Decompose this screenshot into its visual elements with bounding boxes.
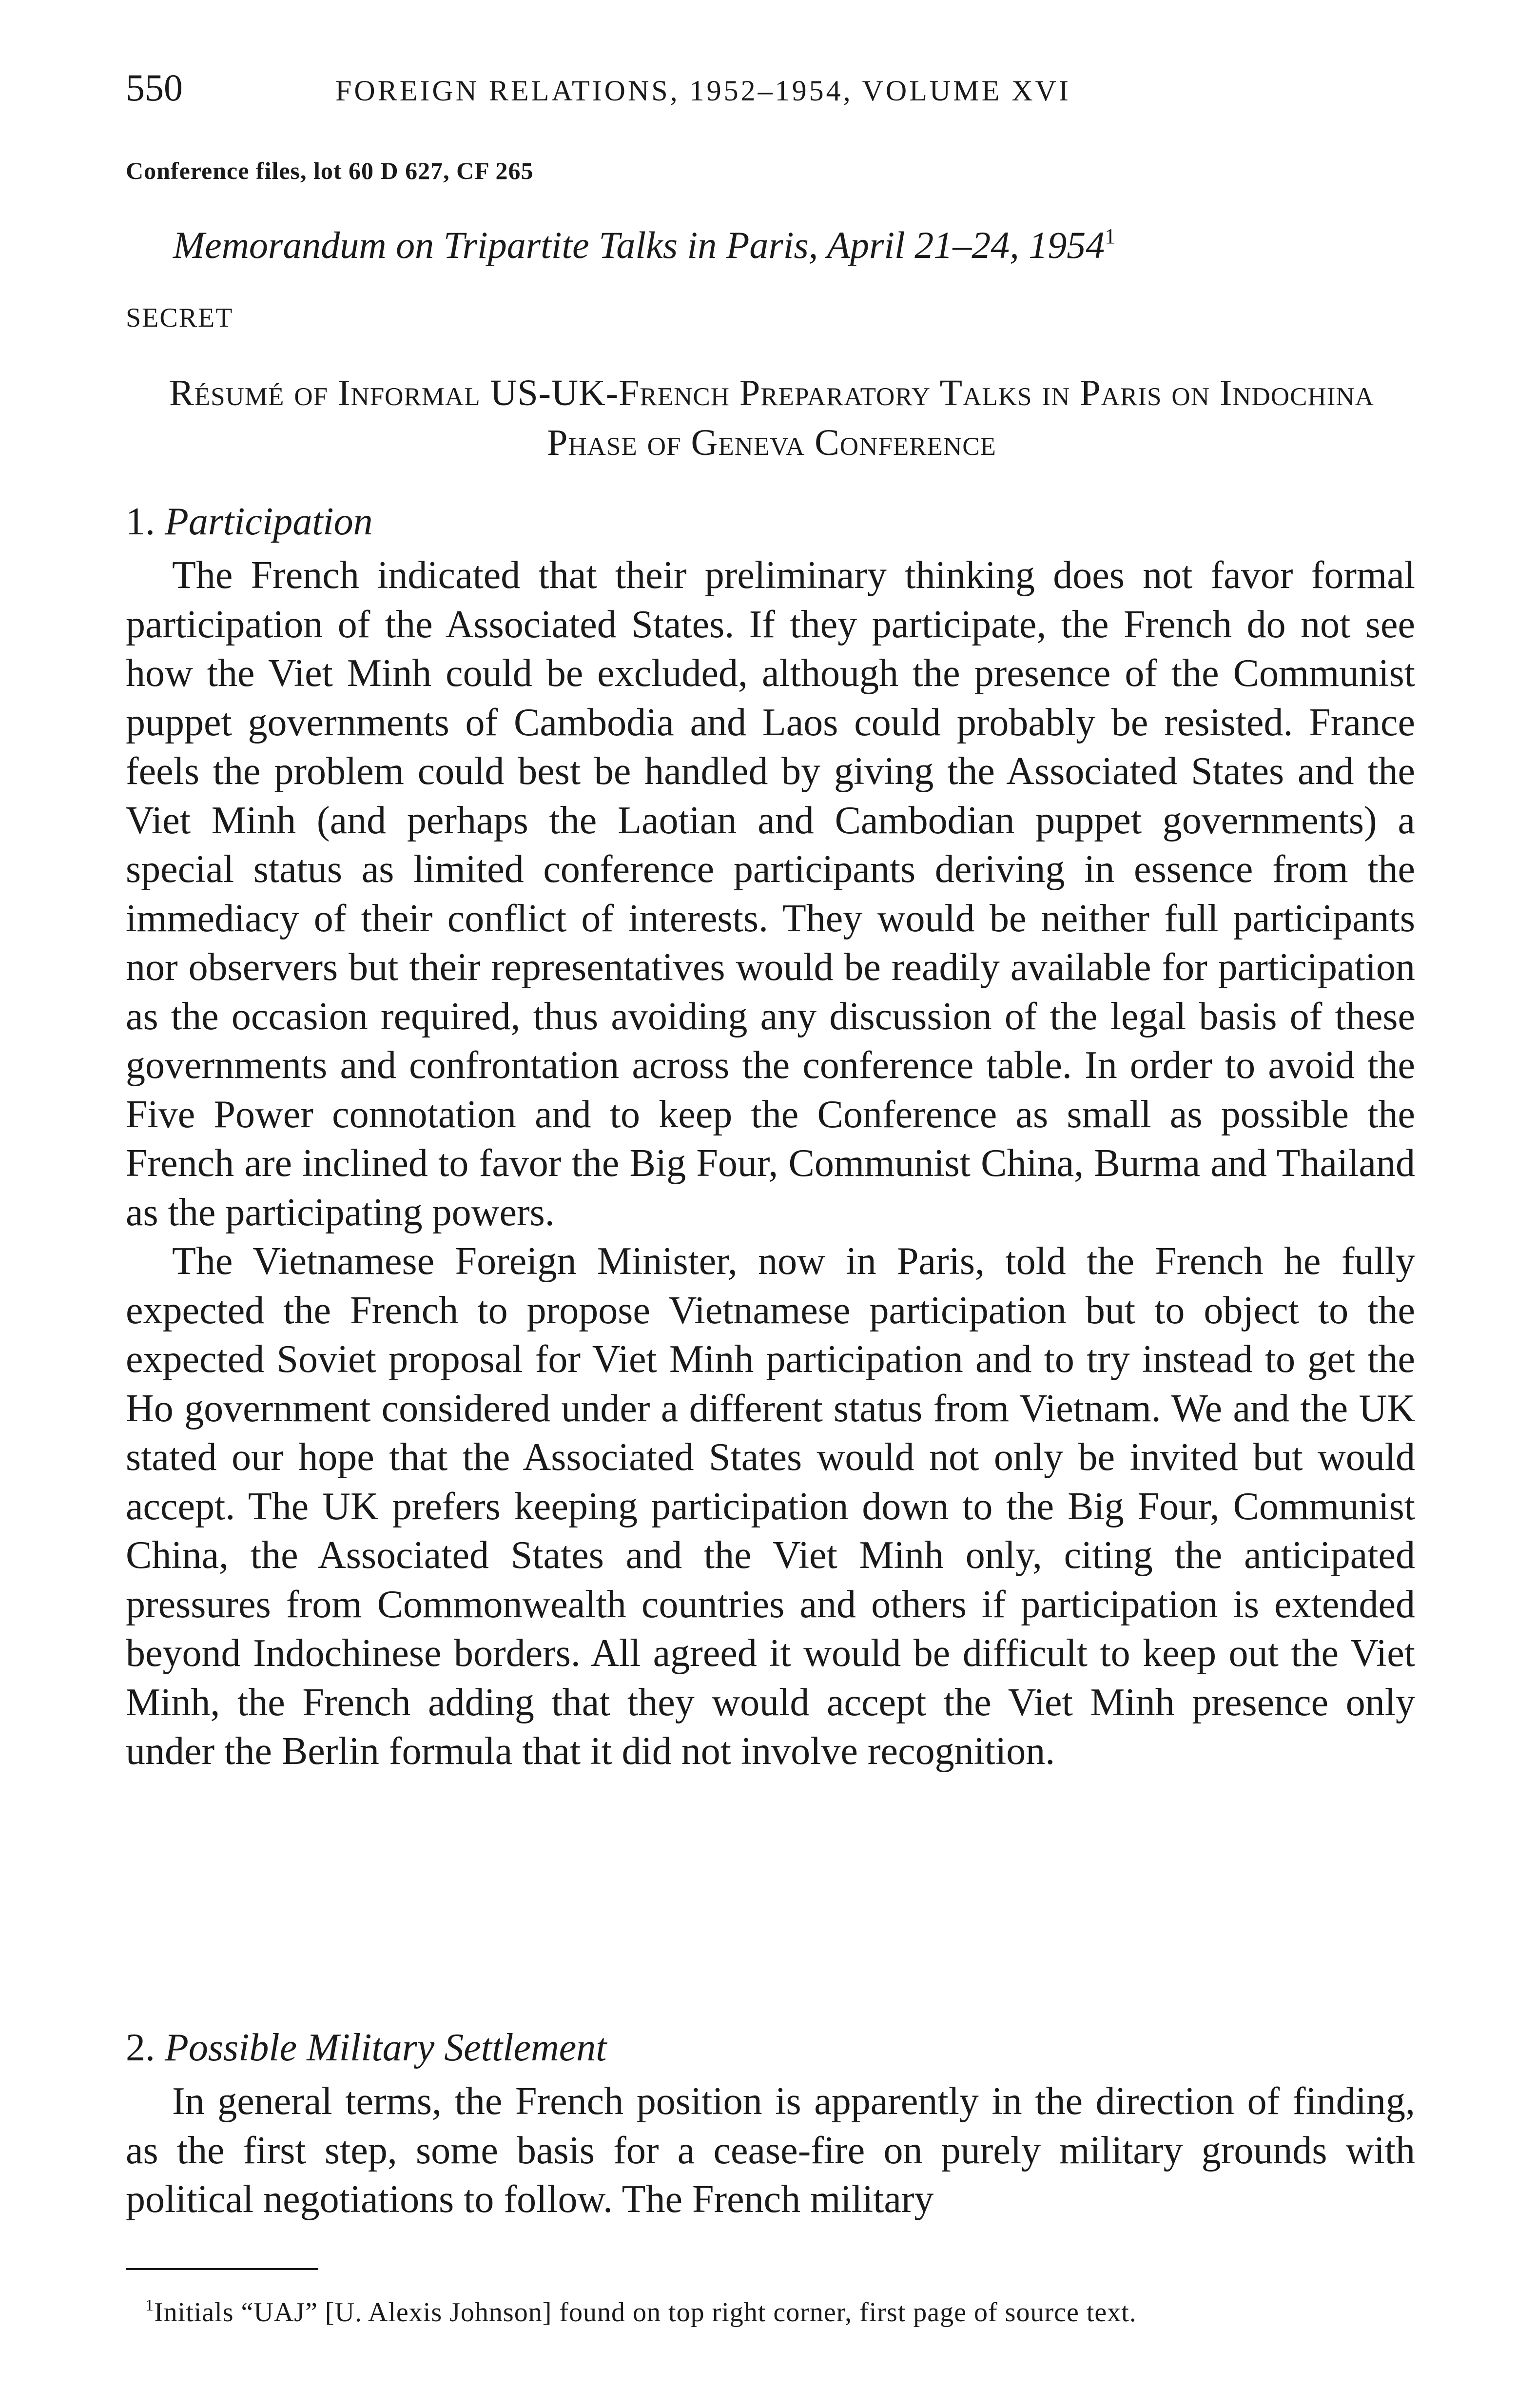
footnote-divider	[126, 2268, 318, 2270]
journal-title: FOREIGN RELATIONS, 1952–1954, VOLUME XVI	[335, 75, 1071, 107]
section-title: Participation	[165, 500, 373, 543]
running-head	[126, 66, 1418, 113]
paragraph: In general terms, the French position is apparently in the direction of finding, as the first step, some basis for a cease-fire on purely military grounds with political negotiations to follow. The French military	[126, 2080, 1415, 2221]
footnote-text: Initials “UAJ” [U. Alexis Johnson] found on top right corner, first page of source text.	[154, 2297, 1137, 2328]
section-body-participation	[126, 551, 1415, 1776]
paragraph: The Vietnamese Foreign Minister, now in Paris, told the French he fully expected the French to propose Vietnamese participation but to object to the expected Soviet proposal for Viet Minh participation and to try instead to get the Ho government considered under a different status from Vietnam. We and the UK stated our hope that the Associated States would not only be invited but would accept. The UK prefers keeping participation down to the Big Four, Communist China, the Associated States and the Viet Minh only, citing the anticipated pressures from Commonwealth countries and others if participation is extended beyond Indochinese borders. All agreed it would be difficult to keep out the Viet Minh, the French adding that they would accept the Viet Minh presence only under the Berlin formula that it did not involve recognition.	[126, 1240, 1415, 1773]
section-title: Possible Military Settlement	[165, 2026, 607, 2069]
footnote	[126, 2287, 1415, 2331]
section-number: 1.	[126, 500, 155, 543]
section-number: 2.	[126, 2026, 155, 2069]
paragraph: The French indicated that their preliminary thinking does not favor formal participation of the Associated States. If they participate, the French do not see how the Viet Minh could be excluded, although the presence of the Communist puppet governments of Cambodia and Laos could probably be resisted. France feels the problem could best be handled by giving the Associated States and the Viet Minh (and perhaps the Laotian and Cambodian puppet governments) a special status as limited conference participants deriving in essence from the immediacy of their conflict of interests. They would be neither full participants nor observers but their representatives would be readily available for participation as the occasion required, thus avoiding any discussion of the legal basis of these governments and confrontation across the conference table. In order to avoid the Five Power connotation and to keep the Conference as small as possible the French are inclined to favor the Big Four, Communist China, Burma and Thailand as the participating powers.	[126, 554, 1415, 1234]
classification-marking: SECRET	[126, 303, 233, 333]
source-line: Conference files, lot 60 D 627, CF 265	[126, 157, 534, 184]
footnote-reference: 1	[1105, 224, 1116, 248]
page-number: 550	[126, 66, 183, 109]
document-title-text: Memorandum on Tripartite Talks in Paris, April 21–24, 1954	[173, 224, 1105, 266]
document-heading: Résumé of Informal US-UK-French Preparatory Talks in Paris on Indochina Phase of Geneva Conference	[169, 372, 1374, 463]
footnote-marker: 1	[145, 2296, 154, 2314]
section-heading-military-settlement	[126, 2023, 606, 2072]
document-title	[173, 210, 1440, 272]
section-body-military-settlement	[126, 2077, 1415, 2224]
section-heading-participation	[126, 497, 373, 546]
